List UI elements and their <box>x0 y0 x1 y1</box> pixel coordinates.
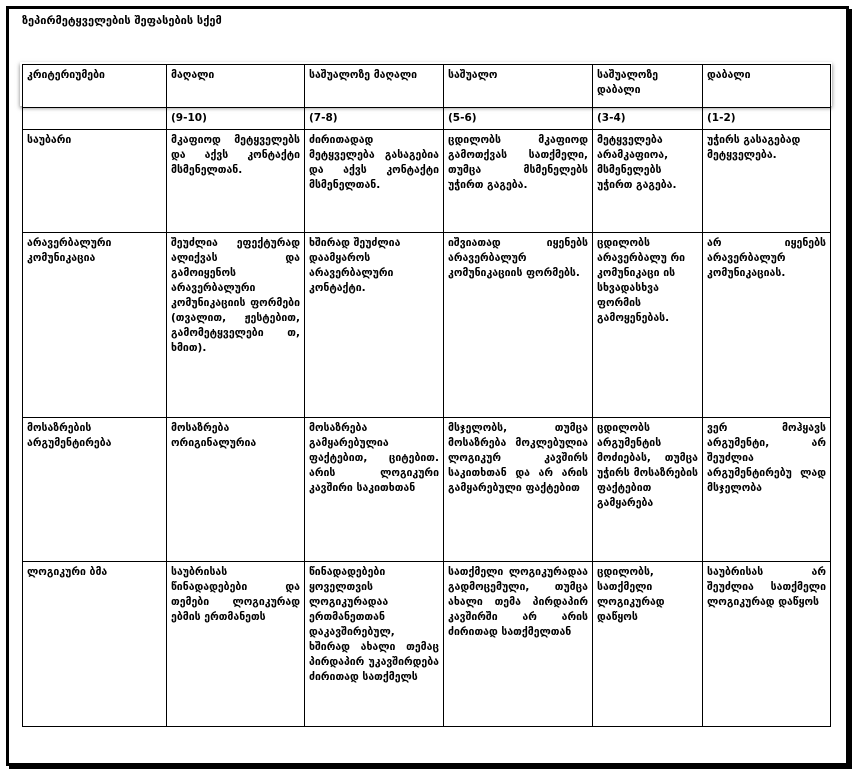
header-score-low: (1-2) <box>703 108 831 130</box>
rubric-cell: მკაფიოდ მეტყველებს და აქვს კონტაქტი მსმენელთან. <box>167 130 305 233</box>
rubric-cell: ცდილობს მკაფიოდ გამოთქვას სათქმელი, თუმცა მსმენელებს უჭირთ გაგება. <box>444 130 593 233</box>
header-criteria: კრიტერიუმები <box>23 65 167 108</box>
table-row <box>23 418 831 562</box>
criterion-cell: ლოგიკური ბმა <box>23 562 167 727</box>
header-score-blank <box>23 108 167 130</box>
header-score-below-average: (3-4) <box>593 108 703 130</box>
assessment-rubric-table <box>22 64 831 727</box>
rubric-cell: შეუძლია ეფექტურად ალიქვას და გამოიყენოს არავერბალური კომუნიკაციის ფორმები (თვალით, ჟესტებით, გამომეტყველები თ, ხმით). <box>167 233 305 418</box>
rubric-cell: არ იყენებს არავერბალურ კომუნიკაციას. <box>703 233 831 418</box>
rubric-cell: მოსაზრება ორიგინალურია <box>167 418 305 562</box>
rubric-cell: სათქმელი ლოგიკურადაა გადმოცემული, თუმცა ახალი თემა პირდაპირ კავშირში არ არის ძირითად სათქმელთან <box>444 562 593 727</box>
header-row-levels <box>23 65 831 108</box>
rubric-cell: მოსაზრება გამყარებულია ფაქტებით, ციტებით. არის ლოგიკური კავშირი საკითხთან <box>305 418 444 562</box>
rubric-cell: მეტყველება არამკაფიოა, მსმენელებს უჭირთ გაგება. <box>593 130 703 233</box>
header-score-high: (9-10) <box>167 108 305 130</box>
criterion-cell: საუბარი <box>23 130 167 233</box>
header-level-average: საშუალო <box>444 65 593 108</box>
rubric-cell: საუბრისას არ შეუძლია სათქმელი ლოგიკურად დაწყოს <box>703 562 831 727</box>
header-level-low: დაბალი <box>703 65 831 108</box>
table-row <box>23 562 831 727</box>
rubric-cell: საუბრისას წინადადებები და თემები ლოგიკურად ებმის ერთმანეთს <box>167 562 305 727</box>
rubric-cell: იშვიათად იყენებს არავერბალურ კომუნიკაციის ფორმებს. <box>444 233 593 418</box>
rubric-cell: ცდილობს, სათქმელი ლოგიკურად დაწყოს <box>593 562 703 727</box>
header-score-average: (5-6) <box>444 108 593 130</box>
rubric-cell: ძირითადად მეტყველება გასაგებია და აქვს კონტაქტი მსმენელთან. <box>305 130 444 233</box>
rubric-cell: ცდილობს არგუმენტის მოძიებას, თუმცა უჭირს მოსაზრების ფაქტებით გამყარება <box>593 418 703 562</box>
rubric-cell: ვერ მოჰყავს არგუმენტი, არ შეუძლია არგუმენტირებუ ლად მსჯელობა <box>703 418 831 562</box>
rubric-cell: წინადადებები ყოველთვის ლოგიკურადაა ერთმანეთთან დაკავშირებულ, ხშირად ახალი თემაც პირდაპირ უკავშირდება ძირითად სათქმელს <box>305 562 444 727</box>
header-level-below-average: საშუალოზე დაბალი <box>593 65 703 108</box>
header-level-above-average: საშუალოზე მაღალი <box>305 65 444 108</box>
document-title: ზეპირმეტყველების შეფასების სქემ <box>22 14 222 27</box>
rubric-cell: ცდილობს არავერბალუ რი კომუნიკაცი ის სხვადასხვა ფორმის გამოყენებას. <box>593 233 703 418</box>
header-level-high: მაღალი <box>167 65 305 108</box>
rubric-cell: მსჯელობს, თუმცა მოსაზრება მოკლებულია ლოგიკურ კავშირს საკითხთან და არ არის გამყარებული ფაქტებით <box>444 418 593 562</box>
criterion-cell: არავერბალური კომუნიკაცია <box>23 233 167 418</box>
table-row <box>23 130 831 233</box>
header-row-scores <box>23 108 831 130</box>
rubric-cell: უჭირს გასაგებად მეტყველება. <box>703 130 831 233</box>
header-score-above-average: (7-8) <box>305 108 444 130</box>
table-row <box>23 233 831 418</box>
rubric-cell: ხშირად შეუძლია დაამყაროს არავერბალური კონტაქტი. <box>305 233 444 418</box>
criterion-cell: მოსაზრების არგუმენტირება <box>23 418 167 562</box>
